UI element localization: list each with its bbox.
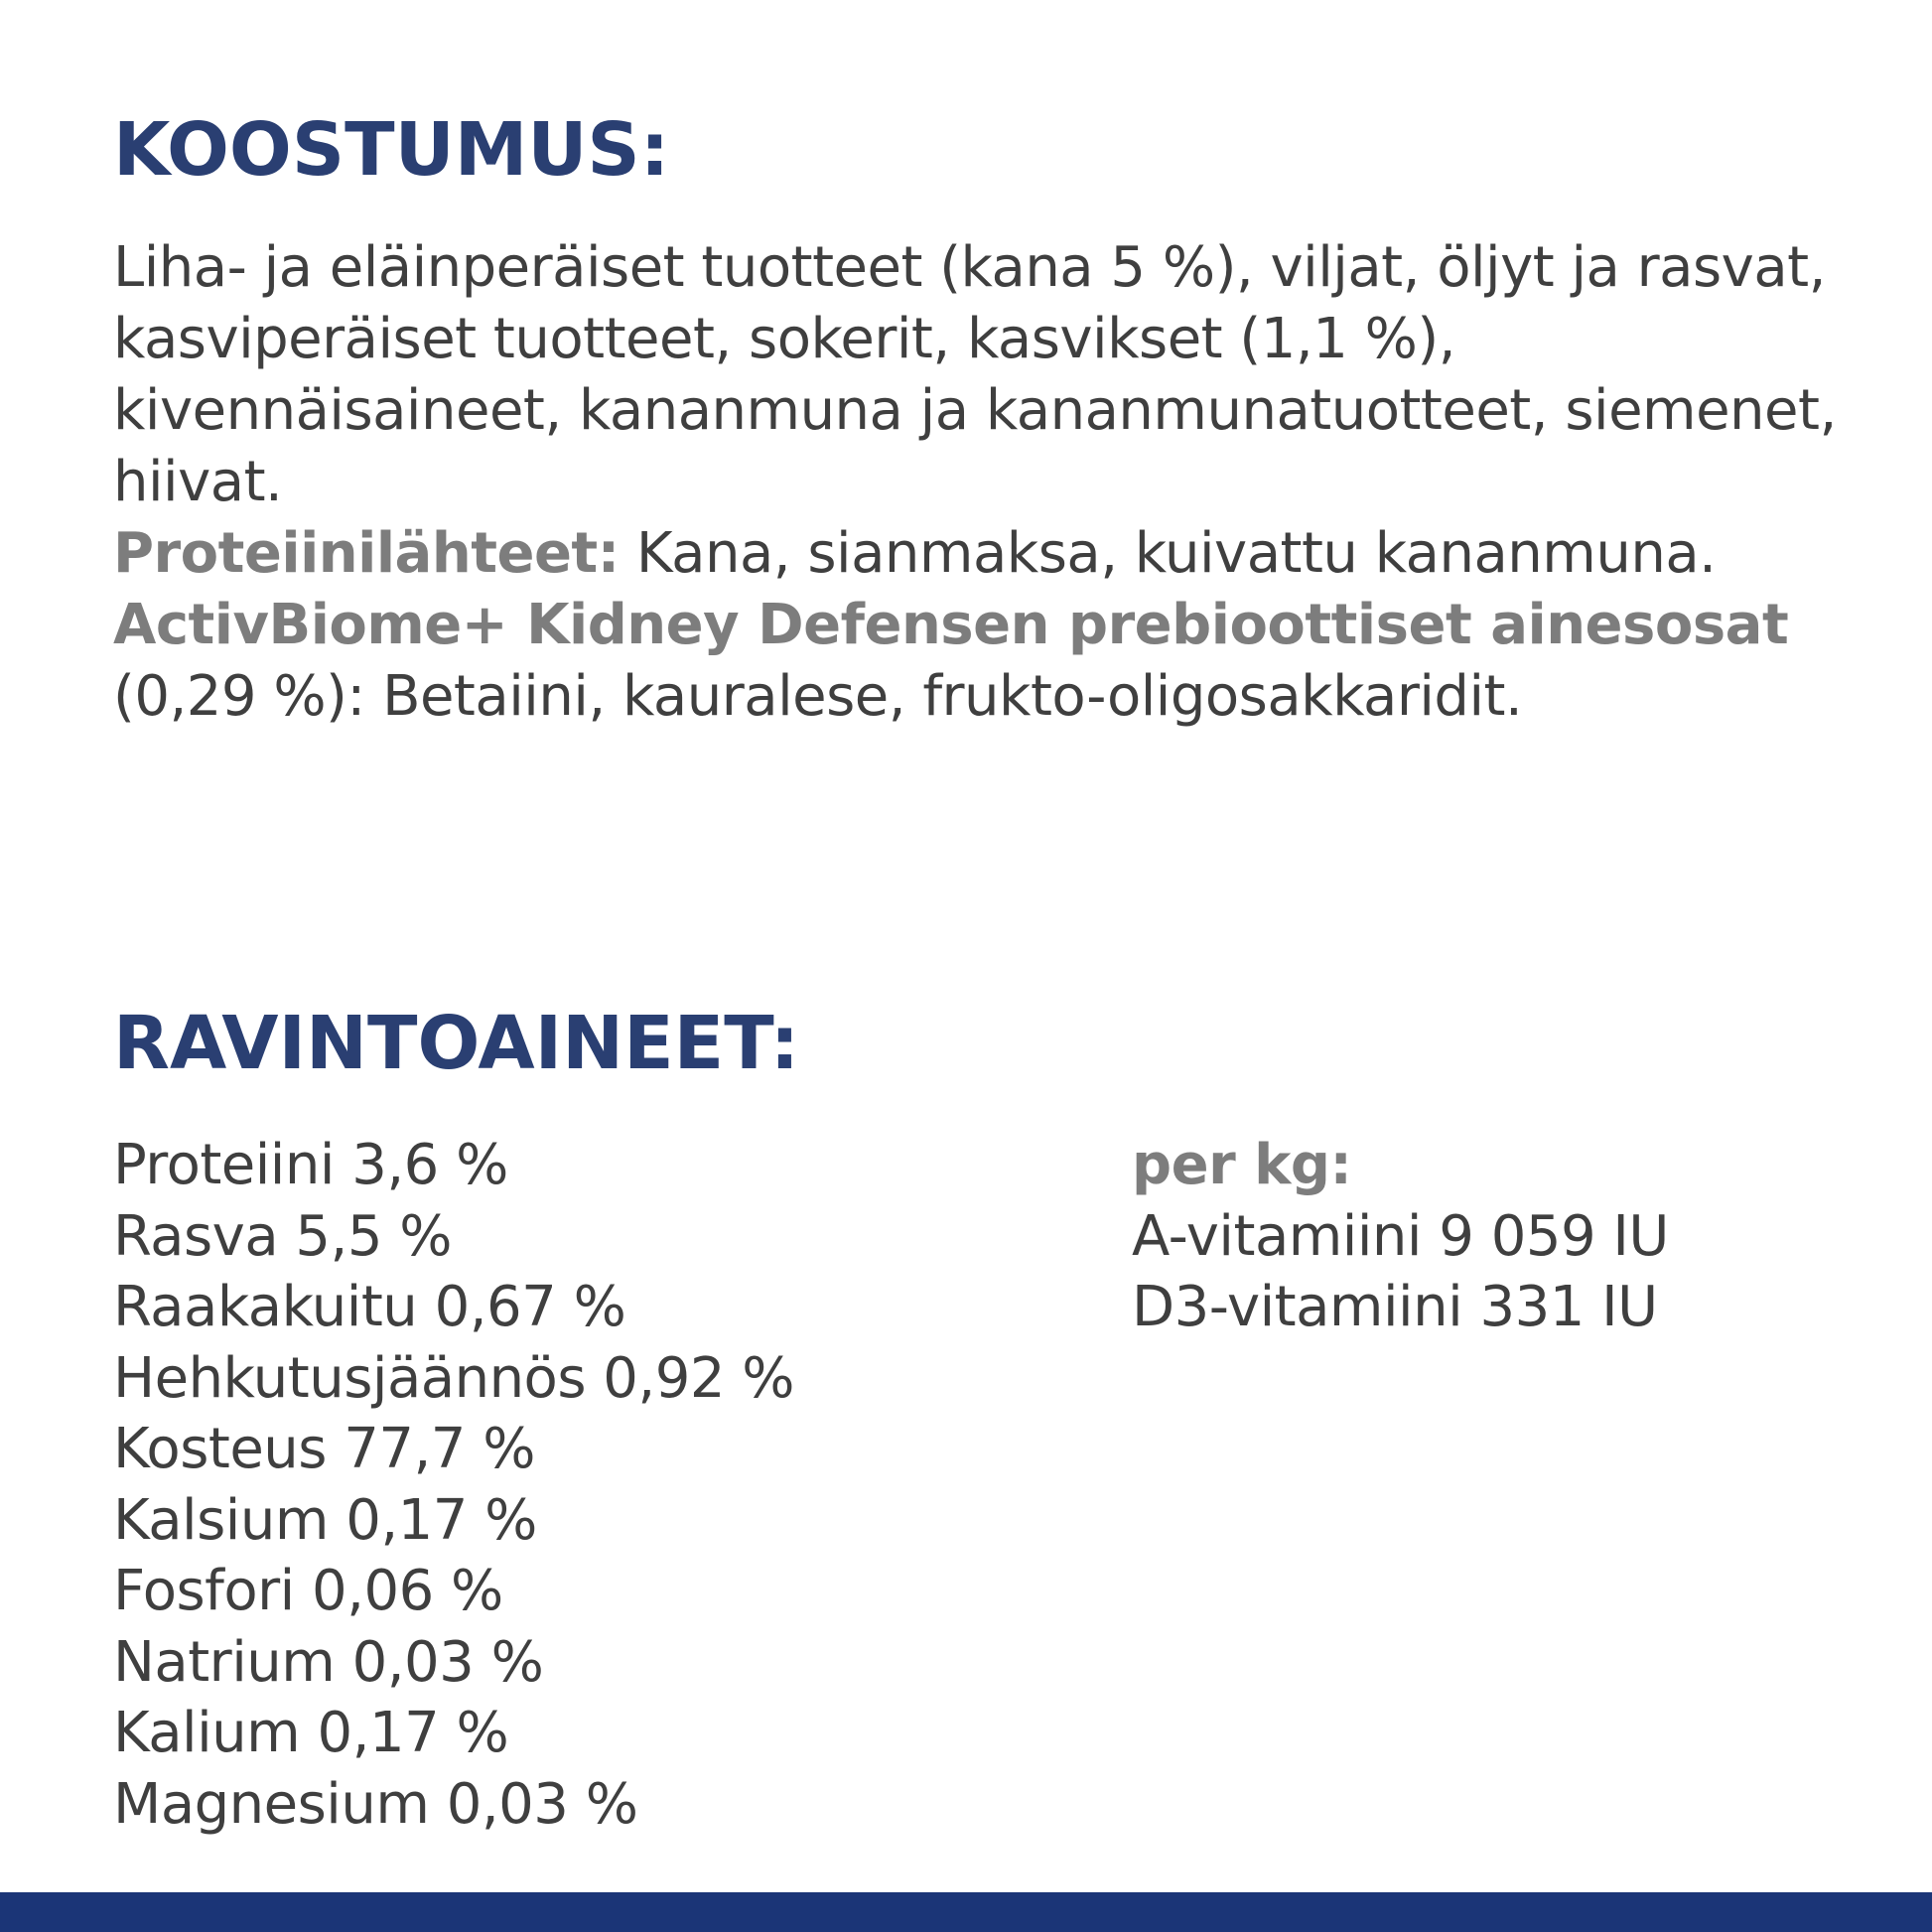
bottom-brand-bar — [0, 1892, 1932, 1932]
nutrient-item: Hehkutusjäännös 0,92 % — [113, 1345, 794, 1411]
nutrient-item: Kalium 0,17 % — [113, 1701, 509, 1765]
vitamin-d3-value: D3-vitamiini 331 IU — [1132, 1275, 1658, 1339]
vitamin-a-value: A-vitamiini 9 059 IU — [1132, 1203, 1669, 1269]
nutrient-item: Fosfori 0,06 % — [113, 1559, 503, 1623]
nutrient-item: Kosteus 77,7 % — [113, 1417, 535, 1481]
prebiotic-label: ActivBiome+ Kidney Defensen prebioottiset ainesosat — [113, 593, 1789, 657]
ingredients-text: Liha- ja eläinperäiset tuotteet (kana 5 %), viljat, öljyt ja rasvat, kasviperäiset tuotteet, sokerit, kasvikset (1,1 %), kivennäisaineet, kananmuna ja kananmunatuotteet, siemenet, hiivat. — [113, 235, 1837, 514]
nutrient-item: Rasva 5,5 % — [113, 1203, 452, 1269]
protein-sources-label: Proteiinilähteet: — [113, 521, 620, 586]
nutrients-heading: RAVINTOAINEET: — [113, 1001, 800, 1086]
nutrient-item: Magnesium 0,03 % — [113, 1771, 638, 1837]
nutrient-item: Kalsium 0,17 % — [113, 1487, 537, 1553]
nutrient-item: Proteiini 3,6 % — [113, 1133, 508, 1197]
composition-text — [113, 232, 1841, 733]
nutrient-item: Natrium 0,03 % — [113, 1629, 544, 1695]
prebiotic-text: (0,29 %): Betaiini, kauralese, frukto-oligosakkaridit. — [113, 664, 1523, 729]
composition-heading: KOOSTUMUS: — [113, 107, 670, 193]
protein-sources-text: Kana, sianmaksa, kuivattu kananmuna. — [619, 521, 1717, 586]
per-kg-block — [1132, 1130, 1669, 1343]
nutrient-item: Raakakuitu 0,67 % — [113, 1275, 626, 1339]
per-kg-label: per kg: — [1132, 1133, 1352, 1197]
nutrient-list — [113, 1130, 794, 1840]
